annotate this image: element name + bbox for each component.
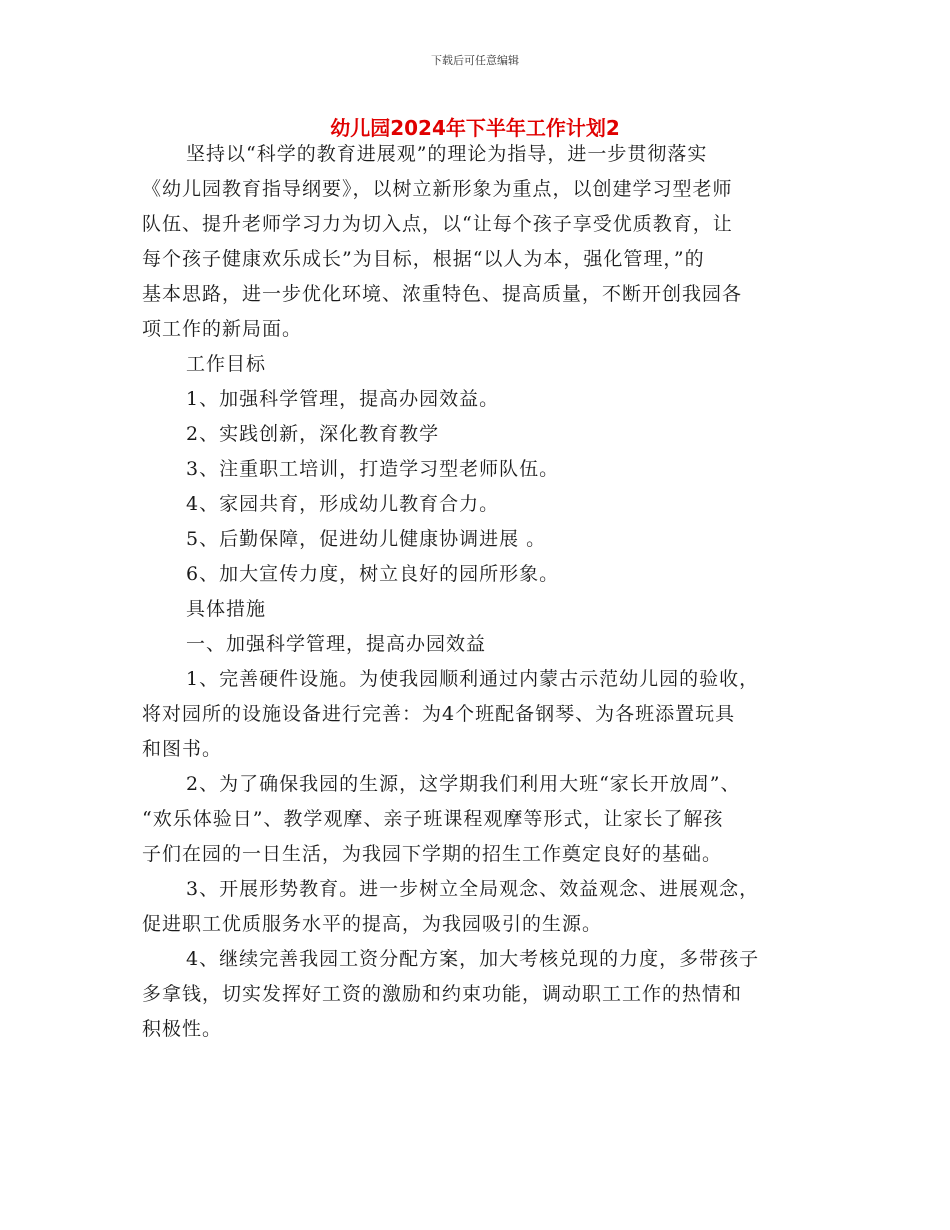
measure-paragraph-1: [142, 662, 810, 767]
text-line: 基本思路，进一步优化环境、浓重特色、提高质量，不断开创我园各: [142, 283, 743, 305]
measure-paragraph-4: [142, 942, 810, 1047]
goal-item: 5、后勤保障，促进幼儿健康协调进展 。: [186, 528, 547, 550]
document-title: 幼儿园2024年下半年工作计划2: [330, 116, 620, 140]
text-line: 将对园所的设施设备进行完善：为4个班配备钢琴、为各班添置玩具: [142, 703, 736, 725]
goals-list: [142, 382, 810, 592]
text-line: 1、完善硬件设施。为使我园顺利通过内蒙古示范幼儿园的验收，: [186, 668, 760, 690]
text-line: “欢乐体验日”、教学观摩、亲子班课程观摩等形式，让家长了解孩: [142, 808, 724, 830]
text-line: 子们在园的一日生活，为我园下学期的招生工作奠定良好的基础。: [142, 843, 723, 865]
goal-item: 4、家园共育，形成幼儿教育合力。: [186, 493, 500, 515]
measure-paragraph-2: [142, 767, 810, 872]
measure-paragraph-3: [142, 872, 810, 942]
document-body: [142, 137, 810, 1047]
goal-item: 1、加强科学管理，提高办园效益。: [186, 388, 500, 410]
text-line: 队伍、提升老师学习力为切入点，以“让每个孩子享受优质教育，让: [142, 213, 733, 235]
measures-heading: 具体措施: [186, 598, 267, 620]
text-line: 《幼儿园教育指导纲要》，以树立新形象为重点，以创建学习型老师: [142, 178, 733, 200]
text-line: 多拿钱，切实发挥好工资的激励和约束功能，调动职工工作的热情和: [142, 983, 743, 1005]
text-line: 每个孩子健康欢乐成长”为目标，根据“以人为本，强化管理，”的: [142, 248, 705, 270]
text-line: 2、为了确保我园的生源，这学期我们利用大班“家长开放周”、: [186, 773, 741, 795]
text-line: 促进职工优质服务水平的提高，为我园吸引的生源。: [142, 913, 603, 935]
goal-item: 2、实践创新，深化教育教学: [186, 423, 440, 445]
text-line: 项工作的新局面。: [142, 318, 303, 340]
text-line: 坚持以“科学的教育进展观”的理论为指导，进一步贯彻落实: [186, 143, 708, 165]
goal-item: 3、注重职工培训，打造学习型老师队伍。: [186, 458, 560, 480]
text-line: 积极性。: [142, 1018, 223, 1040]
text-line: 3、开展形势教育。进一步树立全局观念、效益观念、进展观念，: [186, 878, 760, 900]
text-line: 和图书。: [142, 738, 223, 760]
intro-paragraph: [142, 137, 810, 347]
goals-heading: 工作目标: [186, 353, 267, 375]
goal-item: 6、加大宣传力度，树立良好的园所形象。: [186, 563, 560, 585]
text-line: 4、继续完善我园工资分配方案，加大考核兑现的力度，多带孩子: [186, 948, 760, 970]
section-heading: 一、加强科学管理，提高办园效益: [186, 633, 487, 655]
page-header: 下载后可任意编辑: [431, 54, 519, 67]
